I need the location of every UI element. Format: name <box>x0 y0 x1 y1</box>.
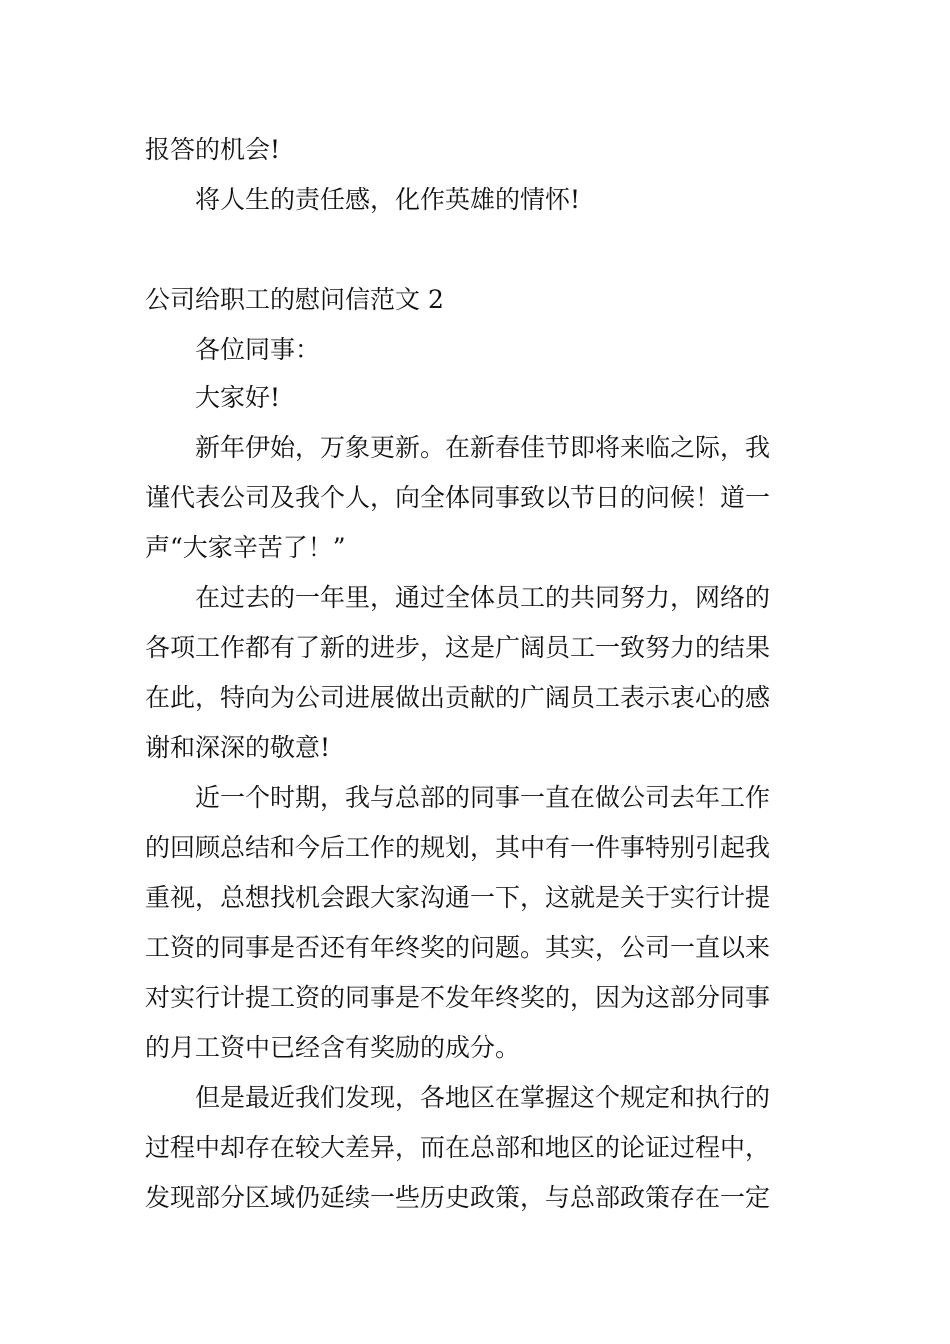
text-line: 对实行计提工资的同事是不发年终奖的，因为这部分同事 <box>145 983 771 1012</box>
text-line: 过程中却存在较大差异，而在总部和地区的论证过程中， <box>145 1133 771 1162</box>
text-line: 近一个时期，我与总部的同事一直在做公司去年工作 <box>195 783 771 812</box>
text-line: 的月工资中已经含有奖励的成分。 <box>145 1033 521 1062</box>
text-line: 谢和深深的敬意! <box>145 733 331 762</box>
text-line: 声“大家辛苦了！” <box>145 533 346 562</box>
text-line: 的回顾总结和今后工作的规划，其中有一件事特别引起我 <box>145 833 771 862</box>
text-line: 工资的同事是否还有年终奖的问题。其实，公司一直以来 <box>145 933 771 962</box>
letter-salutation: 各位同事： <box>195 335 321 364</box>
letter-greeting: 大家好! <box>195 383 281 412</box>
text-line: 将人生的责任感，化作英雄的情怀! <box>195 185 581 214</box>
text-line: 报答的机会! <box>145 135 281 164</box>
text-line: 新年伊始，万象更新。在新春佳节即将来临之际，我 <box>195 433 771 462</box>
text-line: 谨代表公司及我个人，向全体同事致以节日的问候！道一 <box>145 483 771 512</box>
text-line: 重视，总想找机会跟大家沟通一下，这就是关于实行计提 <box>145 883 771 912</box>
section-title: 公司给职工的慰问信范文 2 <box>145 285 444 314</box>
text-line: 在此，特向为公司进展做出贡献的广阔员工表示衷心的感 <box>145 683 771 712</box>
text-line: 在过去的一年里，通过全体员工的共同努力，网络的 <box>195 583 771 612</box>
text-line: 各项工作都有了新的进步，这是广阔员工一致努力的结果 <box>145 633 771 662</box>
text-line: 发现部分区域仍延续一些历史政策，与总部政策存在一定 <box>145 1183 771 1212</box>
text-line: 但是最近我们发现，各地区在掌握这个规定和执行的 <box>195 1083 771 1112</box>
